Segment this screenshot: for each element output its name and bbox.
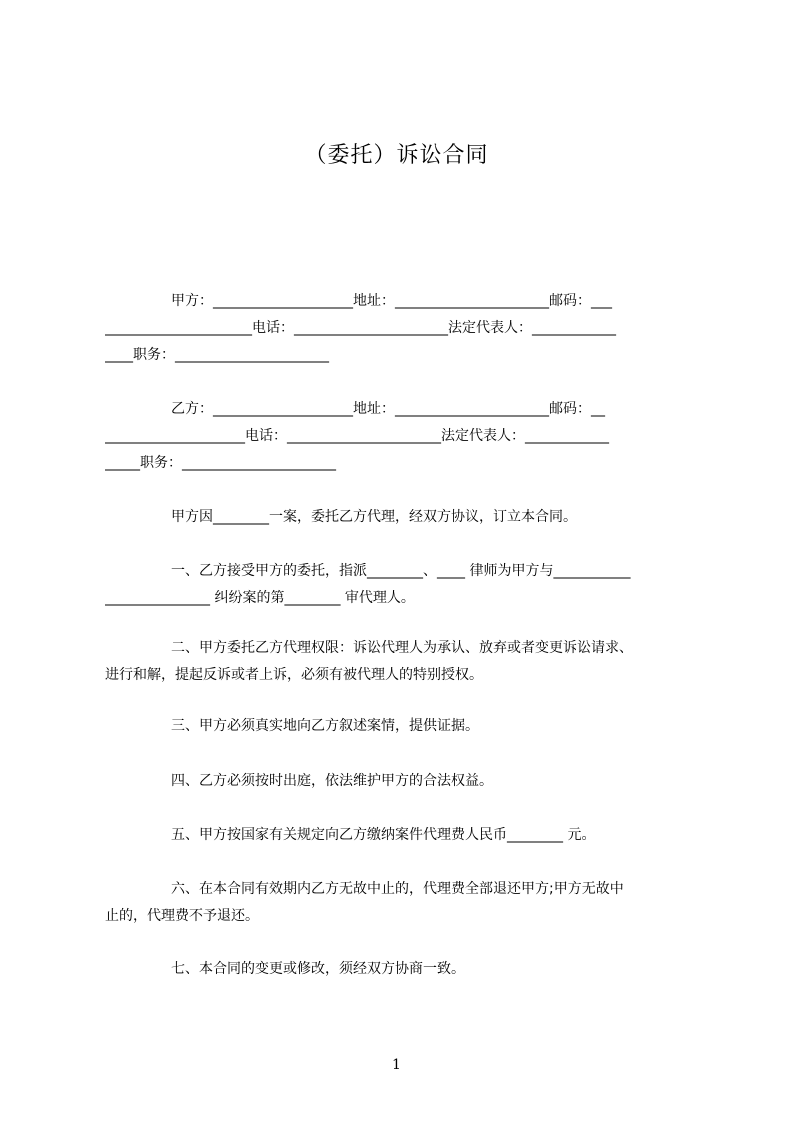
contract-title: （委托）诉讼合同: [304, 143, 489, 168]
clause-2-line-2: 进行和解，提起反诉或者上诉，必须有被代理人的特别授权。: [105, 667, 483, 683]
page-number: 1: [392, 1057, 401, 1073]
clause-1-line-2: _______________ 纠纷案的第________ 审代理人。: [105, 590, 415, 606]
clause-3: 三、甲方必须真实地向乙方叙述案情，提供证据。: [171, 718, 479, 734]
party-a-line-1: 甲方：____________________地址：______________________邮码：___: [171, 293, 612, 309]
party-b-line-3: _____职务：______________________: [105, 455, 336, 471]
clause-1-line-1: 一、乙方接受甲方的委托，指派________、____ 律师为甲方与___________: [171, 563, 631, 579]
intro-clause: 甲方因________一案，委托乙方代理，经双方协议，订立本合同。: [171, 509, 577, 525]
clause-2-line-1: 二、甲方委托乙方代理权限：诉讼代理人为承认、放弃或者变更诉讼请求、: [171, 640, 633, 656]
clause-5: 五、甲方按国家有关规定向乙方缴纳案件代理费人民币________ 元。: [171, 827, 596, 843]
clause-4: 四、乙方必须按时出庭，依法维护甲方的合法权益。: [171, 773, 493, 789]
party-a-line-3: ____职务：______________________: [105, 347, 329, 363]
party-a-line-2: _____________________电话：______________________法定代表人：____________: [105, 320, 616, 336]
party-b-line-1: 乙方：____________________地址：______________________邮码：__: [171, 401, 605, 417]
party-b-line-2: ____________________电话：______________________法定代表人：____________: [105, 428, 609, 444]
clause-6-line-2: 止的，代理费不予退还。: [105, 908, 259, 924]
clause-6-line-1: 六、在本合同有效期内乙方无故中止的，代理费全部退还甲方;甲方无故中: [171, 881, 624, 897]
clause-7: 七、本合同的变更或修改，须经双方协商一致。: [171, 961, 465, 977]
